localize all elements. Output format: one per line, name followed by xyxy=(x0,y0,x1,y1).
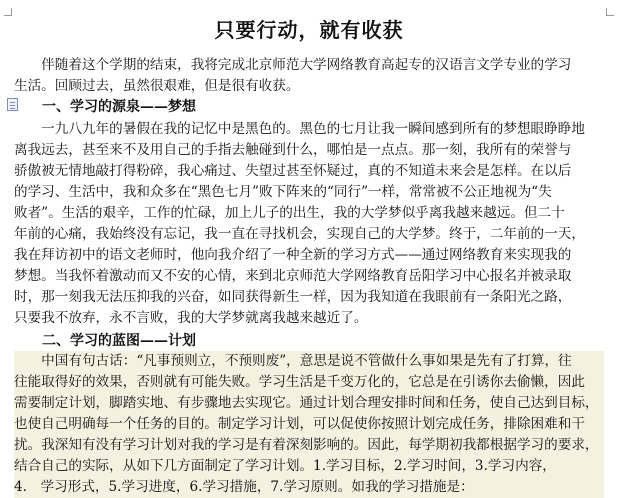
paragraph-line: 骄傲被无情地敲打得粉碎，我心痛过、失望过甚至怀疑过，真的不知道未来会是怎样。在以后 xyxy=(14,163,572,179)
highlighted-paragraph-line: 往能取得好的效果，否则就有可能失败。学习生活是千变万化的，它总是在引诱你去偷懒，因此 xyxy=(14,372,604,393)
highlighted-paragraph-line: 4. 学习形式，5.学习进度，6.学习措施，7.学习原则。如我的学习措施是： xyxy=(14,477,604,498)
paragraph-line: 梦想。当我怀着激动而又不安的心情，来到北京师范大学网络教育岳阳学习中心报名并被录取 xyxy=(14,268,572,284)
paragraph-line: 的学习、生活中，我和众多在“黑色七月”败下阵来的“同行”一样，常常被不公正地视为“失 xyxy=(14,184,552,200)
paragraph-line: 时，那一刻我无法压抑我的兴奋，如同获得新生一样，因为我知道在我眼前有一条阳光之路， xyxy=(14,289,572,305)
paragraph-line: 只要我不放弃，永不言败，我的大学梦就离我越来越近了。 xyxy=(14,310,368,326)
intro-line: 生活。回顾过去，虽然很艰难，但是很有收获。 xyxy=(14,78,300,94)
highlighted-paragraph-line: 结合自己的实际，从如下几方面制定了学习计划。1.学习目标，2.学习时间，3.学习内容， xyxy=(14,456,604,477)
highlighted-paragraph-line: 也使自己明确每一个任务的目的。制定学习计划，可以促使你按照计划完成任务，排除困难和干 xyxy=(14,414,604,435)
intro-line: 伴随着这个学期的结束，我将完成北京师范大学网络教育高起专的汉语言文学专业的学习 xyxy=(14,57,572,73)
highlighted-paragraph-line: 需要制定计划，脚踏实地、有步骤地去实现它。通过计划合理安排时间和任务，使自己达到目标， xyxy=(14,393,604,414)
highlighted-paragraph-line: 扰。我深知有没有学习计划对我的学习是有着深刻影响的。因此，每学期初我都根据学习的要求， xyxy=(14,435,604,456)
paragraph-line: 离我远去，甚至来不及用自己的手指去触碰到什么，哪怕是一点点。那一刻，我所有的荣誉与 xyxy=(14,142,572,158)
paragraph-line: 败者”。生活的艰辛，工作的忙碌，加上儿子的出生，我的大学梦似乎离我越来越远。但二十 xyxy=(14,205,565,221)
section-heading-plan: 二、学习的蓝图——计划 xyxy=(14,333,196,349)
section-heading-dream: 一、学习的源泉——梦想 xyxy=(14,99,196,115)
paragraph-line: 我在拜访初中的语文老师时，他向我介绍了一种全新的学习方式——通过网络教育来实现我的 xyxy=(14,247,572,263)
highlighted-paragraph-line: 中国有句古话：“凡事预则立，不预则废”，意思是说不管做什么事如果是先有了打算，往 xyxy=(14,351,604,372)
paragraph-line: 一九八九年的暑假在我的记忆中是黑色的。黑色的七月让我一瞬间感到所有的梦想眼睁睁地 xyxy=(14,121,585,137)
document-title: 只要行动，就有收获 xyxy=(214,18,404,42)
paragraph-line: 年前的心痛，我始终没有忘记，我一直在寻找机会，实现自己的大学梦。终于，二年前的一天， xyxy=(14,226,585,242)
